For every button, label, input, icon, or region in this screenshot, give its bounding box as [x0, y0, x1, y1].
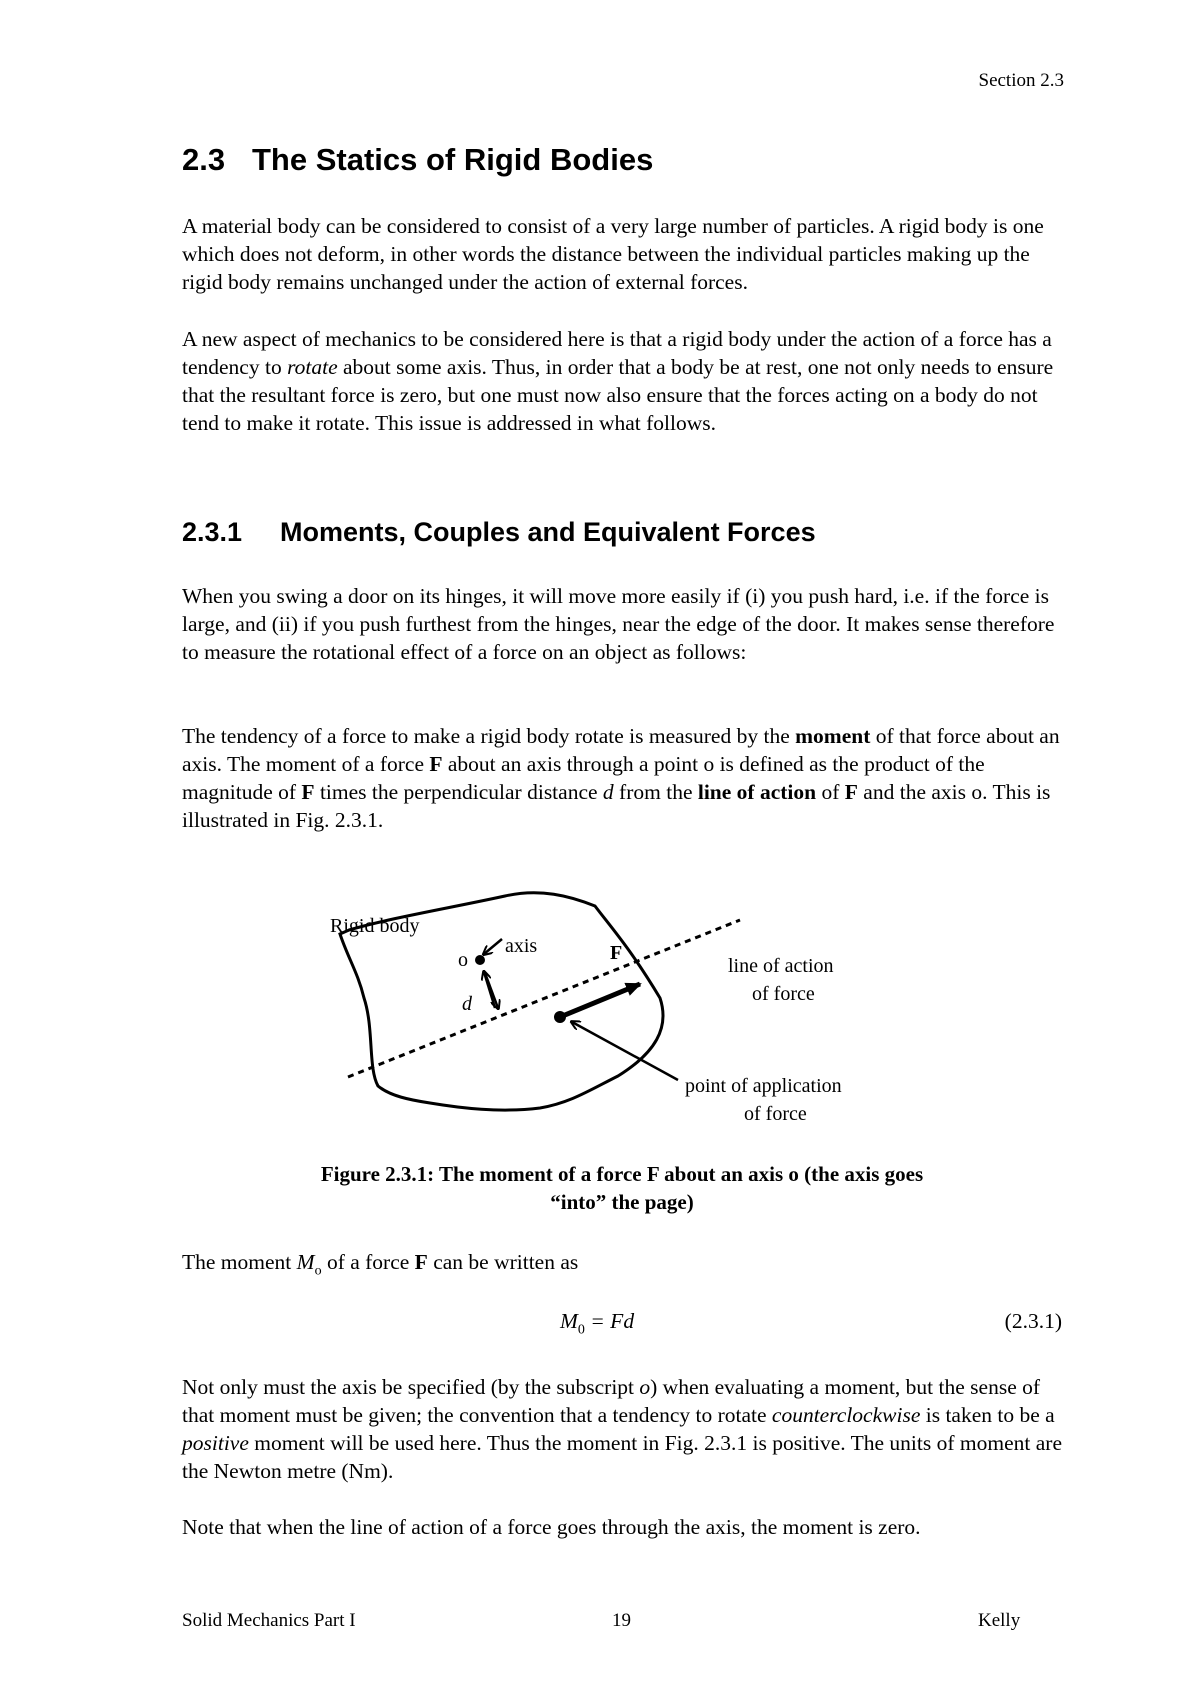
text-run: ) when evaluating a moment, but the sense of that moment must be given; the convention that a tendency to rotate [182, 1375, 1041, 1427]
subsection-title: Moments, Couples and Equivalent Forces [280, 517, 816, 547]
symbol-F: F [301, 780, 315, 804]
text-run: is taken to be a [920, 1403, 1055, 1427]
text-run: of that force about an axis. The moment of a force [182, 724, 1060, 776]
section-paragraph-2 [182, 325, 1062, 437]
text-run: about an axis through a point o is defined as the product of the magnitude of [182, 752, 985, 804]
label-point-of-application-1: point of application [685, 1075, 842, 1097]
label-axis: axis [505, 935, 538, 957]
label-rigid-body: Rigid body [330, 915, 420, 937]
text-run: about some axis. Thus, in order that a body be at rest, one not only needs to ensure that the resultant force is zero, but one must now also ensure that the forces acting on a body do not tend to make it rotate. This issue is addressed in what follows. [182, 355, 1054, 435]
axis-point [475, 955, 485, 965]
text-run: The moment [182, 1250, 297, 1274]
section-heading [182, 142, 653, 178]
symbol-F: F [429, 752, 443, 776]
symbol-F: F [844, 780, 858, 804]
distance-arrow [485, 973, 498, 1008]
section-number: 2.3 [182, 142, 226, 177]
symbol-subscript: o [314, 1263, 322, 1279]
equation-lhs-subscript: 0 [577, 1322, 585, 1338]
equation-number: (2.3.1) [1004, 1309, 1062, 1333]
equation-lhs: M [560, 1309, 578, 1333]
term-line-of-action: line of action [697, 780, 817, 804]
text-run: times the perpendicular distance [314, 780, 603, 804]
line-of-action [348, 920, 740, 1077]
label-line-of-action-2: of force [752, 983, 815, 1005]
equation-rhs: = Fd [584, 1309, 635, 1333]
page-number: 19 [612, 1610, 631, 1631]
section-title: The Statics of Rigid Bodies [252, 142, 654, 177]
caption-line-2: “into” the page) [550, 1190, 694, 1214]
equation-2-3-1 [560, 1309, 634, 1338]
axis-pointer-arrow [484, 939, 502, 954]
figure-diagram [300, 878, 920, 1138]
footer-left: Solid Mechanics Part I [182, 1610, 356, 1631]
subsection-paragraph-2 [182, 722, 1062, 834]
text-run: and the axis o. This is illustrated in Fig. 2.3.1. [182, 780, 1051, 832]
label-F: F [610, 942, 623, 964]
label-d: d [462, 993, 472, 1015]
moment-intro [182, 1248, 1062, 1285]
figure-caption [182, 1160, 1062, 1216]
sense-paragraph [182, 1373, 1062, 1485]
subsection-number: 2.3.1 [182, 517, 243, 547]
figure-2-3-1 [300, 878, 920, 1138]
text-run: of a force [321, 1250, 415, 1274]
text-run: Not only must the axis be specified (by the subscript [182, 1375, 640, 1399]
text-run: from the [613, 780, 698, 804]
label-point-of-application-2: of force [744, 1103, 807, 1125]
zero-moment-paragraph: Note that when the line of action of a force goes through the axis, the moment is zero. [182, 1515, 921, 1539]
label-o: o [458, 949, 468, 971]
text-run: moment will be used here. Thus the moment in Fig. 2.3.1 is positive. The units of moment are the Newton metre (Nm). [182, 1431, 1062, 1483]
label-line-of-action-1: line of action [728, 955, 834, 977]
symbol-F: F [414, 1250, 428, 1274]
section-paragraph-1: A material body can be considered to consist of a very large number of particles. A rigid body is one which does not deform, in other words the distance between the individual particles making up the rigid body remains unchanged under the action of external forces. [182, 214, 1044, 294]
emphasis-rotate: rotate [287, 355, 338, 379]
emphasis-o: o [639, 1375, 651, 1399]
emphasis-counterclockwise: counterclockwise [771, 1403, 921, 1427]
caption-line-1: Figure 2.3.1: The moment of a force F about an axis o (the axis goes [320, 1162, 924, 1186]
emphasis-positive: positive [182, 1431, 249, 1455]
subsection-paragraph-1: When you swing a door on its hinges, it will move more easily if (i) you push hard, i.e. if the force is large, and (ii) if you push furthest from the hinges, near the edge of the door. It makes sense therefore to measure the rotational effect of a force on an object as follows: [182, 584, 1055, 664]
term-moment: moment [795, 724, 871, 748]
force-arrow [560, 984, 640, 1017]
subsection-heading [182, 517, 816, 548]
text-run: of [816, 780, 845, 804]
text-run: The tendency of a force to make a rigid body rotate is measured by the [182, 724, 796, 748]
symbol-M: M [296, 1250, 315, 1274]
footer-right: Kelly [978, 1610, 1021, 1631]
text-run: can be written as [427, 1250, 579, 1274]
running-head: Section 2.3 [978, 70, 1064, 91]
symbol-d: d [602, 780, 614, 804]
text-run: A new aspect of mechanics to be considered here is that a rigid body under the action of a force has a tendency to [182, 327, 1052, 379]
